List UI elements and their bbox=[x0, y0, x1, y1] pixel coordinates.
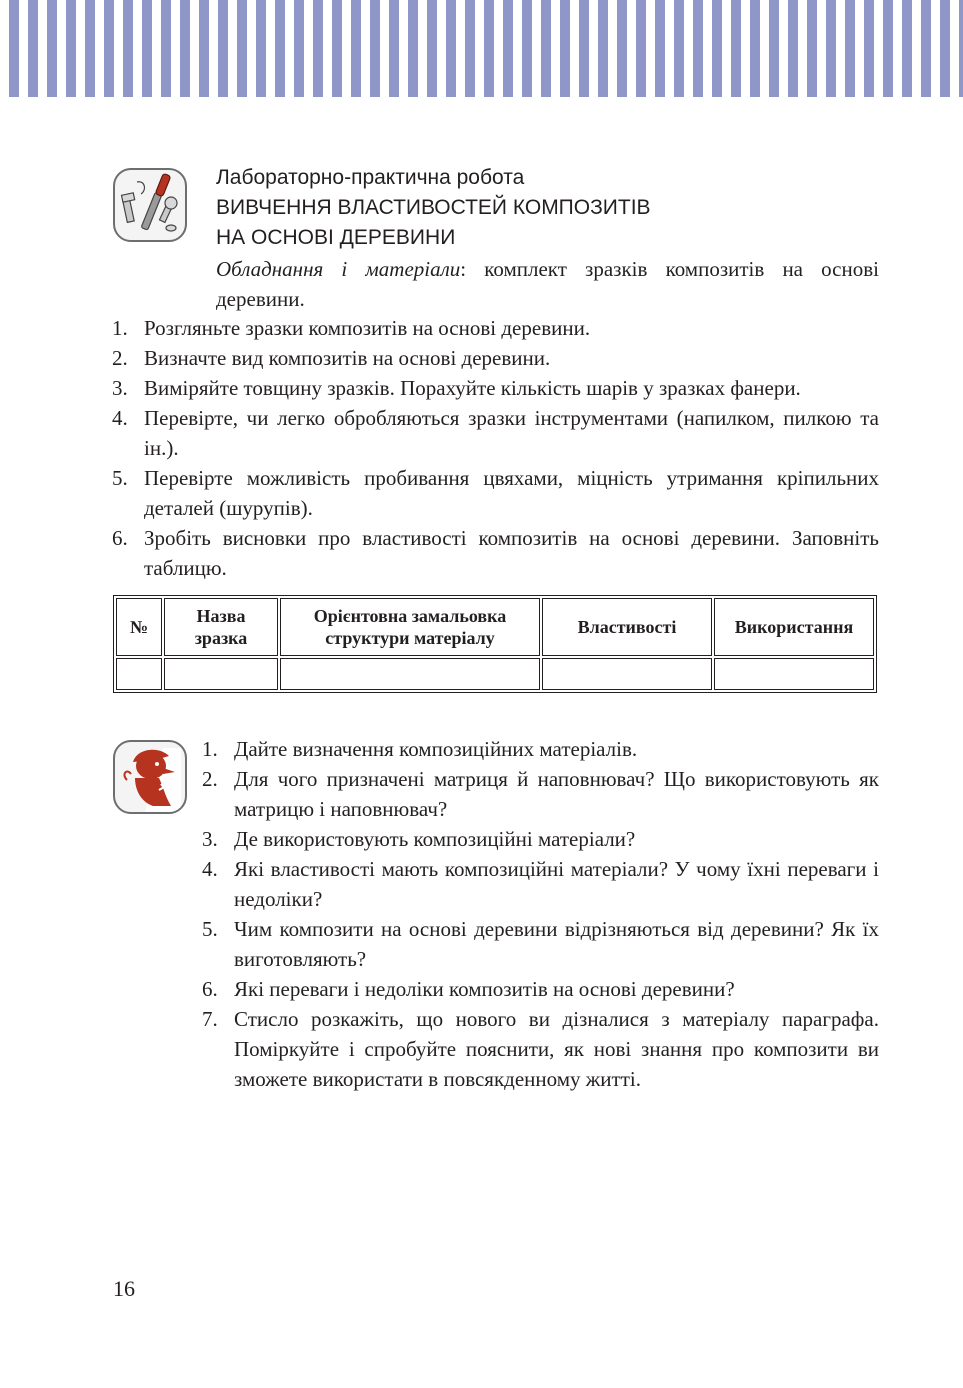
col-sketch-header: Орієнтовна замальовка структури матеріалу bbox=[280, 598, 540, 656]
lab-heading bbox=[216, 163, 880, 253]
header-stripes bbox=[0, 0, 963, 97]
item-number: 2. bbox=[112, 346, 128, 370]
item-text: Де використовують композиційні матеріали? bbox=[234, 827, 636, 851]
item-text: Виміряйте товщину зразків. Порахуйте кількість шарів у зразках фанери. bbox=[144, 376, 801, 400]
list-item bbox=[112, 313, 879, 343]
item-number: 4. bbox=[112, 406, 128, 430]
item-text: Перевірте можливість пробивання цвяхами, міцність утримання кріпильних деталей (шурупів). bbox=[144, 466, 879, 520]
list-item bbox=[202, 1004, 879, 1094]
lab-title-line-1: ВИВЧЕННЯ ВЛАСТИВОСТЕЙ КОМПОЗИТІВ bbox=[216, 196, 651, 219]
item-text: Дайте визначення композиційних матеріалів. bbox=[234, 737, 638, 761]
item-number: 5. bbox=[112, 466, 128, 490]
item-number: 1. bbox=[112, 316, 128, 340]
item-text: Визначте вид композитів на основі деревини. bbox=[144, 346, 551, 370]
item-text: Перевірте, чи легко обробляються зразки інструментами (напилком, пилкою та ін.). bbox=[144, 406, 879, 460]
item-number: 4. bbox=[202, 857, 218, 881]
lab-title-line-2: НА ОСНОВІ ДЕРЕВИНИ bbox=[216, 226, 456, 249]
item-number: 7. bbox=[202, 1007, 218, 1031]
list-item bbox=[202, 824, 879, 854]
table-cell bbox=[116, 658, 162, 690]
item-text: Для чого призначені матриця й наповнювач? Що використовують як матрицю і наповнювач? bbox=[234, 767, 879, 821]
item-number: 1. bbox=[202, 737, 218, 761]
thinking-person-icon bbox=[113, 740, 187, 814]
list-item bbox=[202, 734, 879, 764]
table-cell bbox=[542, 658, 712, 690]
table-cell bbox=[164, 658, 278, 690]
equipment-text: : комплект зразків композитів на основі деревини. bbox=[216, 257, 879, 311]
list-item bbox=[112, 523, 879, 583]
item-number: 6. bbox=[112, 526, 128, 550]
list-item bbox=[112, 343, 879, 373]
equipment-label: Обладнання і матеріали bbox=[216, 257, 461, 281]
item-text: Зробіть висновки про властивості композитів на основі деревини. Заповніть таблицю. bbox=[144, 526, 879, 580]
table-cell bbox=[280, 658, 540, 690]
item-number: 5. bbox=[202, 917, 218, 941]
item-text: Стисло розкажіть, що нового ви дізналися з матеріалу параграфа. Поміркуйте і спробуйте пояснити, як нові знання про композити ви зможете використати в повсякденному житті. bbox=[234, 1007, 879, 1091]
results-table bbox=[113, 595, 877, 693]
list-item bbox=[112, 403, 879, 463]
lab-label: Лабораторно-практична робота bbox=[216, 166, 525, 189]
item-number: 6. bbox=[202, 977, 218, 1001]
table-header-row bbox=[116, 598, 874, 656]
list-item bbox=[112, 463, 879, 523]
item-text: Які переваги і недоліки композитів на основі деревини? bbox=[234, 977, 735, 1001]
list-item bbox=[202, 764, 879, 824]
lab-steps-list bbox=[112, 313, 879, 583]
list-item bbox=[202, 914, 879, 974]
list-item bbox=[112, 373, 879, 403]
page-number: 16 bbox=[113, 1276, 135, 1301]
item-number: 3. bbox=[112, 376, 128, 400]
equipment-paragraph bbox=[216, 254, 879, 314]
table-row bbox=[116, 658, 874, 690]
col-usage-header: Використання bbox=[714, 598, 874, 656]
item-text: Розгляньте зразки композитів на основі деревини. bbox=[144, 316, 591, 340]
list-item bbox=[202, 974, 879, 1004]
item-text: Які властивості мають композиційні матеріали? У чому їхні переваги і недоліки? bbox=[234, 857, 879, 911]
table-cell bbox=[714, 658, 874, 690]
review-questions-list bbox=[202, 734, 879, 1094]
col-sample-name-header: Назва зразка bbox=[164, 598, 278, 656]
list-item bbox=[202, 854, 879, 914]
item-number: 3. bbox=[202, 827, 218, 851]
col-properties-header: Властивості bbox=[542, 598, 712, 656]
item-number: 2. bbox=[202, 767, 218, 791]
tools-icon bbox=[113, 168, 187, 242]
item-text: Чим композити на основі деревини відрізняються від деревини? Як їх виготовляють? bbox=[234, 917, 879, 971]
col-number-header: № bbox=[116, 598, 162, 656]
